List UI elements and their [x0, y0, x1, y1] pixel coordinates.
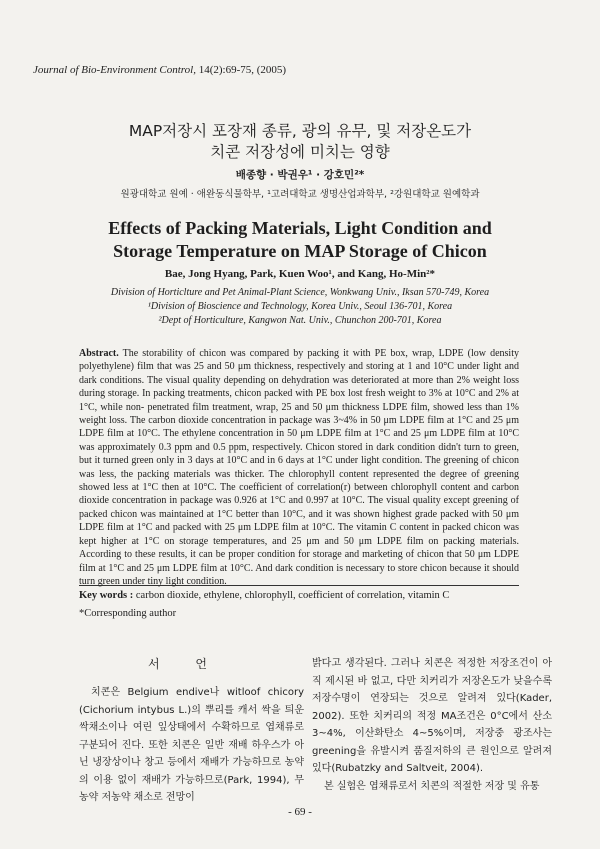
journal-citation: [33, 64, 286, 76]
keywords: [79, 590, 449, 601]
right-column: [312, 655, 552, 795]
korean-title-line-1: MAP저장시 포장재 종류, 광의 유무, 및 저장온도가: [128, 122, 472, 140]
intro-paragraph-left: 치콘은 Belgium endive나 witloof chicory (Cichorium intybus L.)의 뿌리를 캐서 싹을 틔운 싹채소이나 여린 잎상태에서 수확하므로 엽채류로 구분되어 진다. 또한 치콘은 일반 재배 하우스가 아닌 냉장상이나 창고 등에서 재배가 가능하므로 농약의 이용 없이 재배가 가능하므로(Park, 1994), 무농약 저농약 채소로 전망이: [79, 687, 304, 803]
intro-paragraph-right-1: 밝다고 생각된다. 그러나 치콘은 적정한 저장조건이 아직 제시된 바 없고, 다만 치커리가 저장온도가 낮을수록 저장수명이 연장되는 것으로 알려져 있다(Kader, 2002). 또한 치커리의 적정 MA조건은 0°C에서 산소 3~4%, 이산화탄소 4~5%이며, 저장중 광조사는 greening을 유발시켜 품질저하의 큰 원인으로 알려져 있다(Rubatzky and Saltveit, 2004).: [312, 658, 552, 774]
abstract: [79, 347, 519, 588]
english-affiliation-1: Division of Horticlture and Pet Animal-Plant Science, Wonkwang Univ., Iksan 570-749, Korea: [110, 287, 490, 298]
english-affiliation-3: ²Dept of Horticulture, Kangwon Nat. Univ., Chunchon 200-701, Korea: [158, 315, 442, 326]
korean-title-line-2: 치콘 저장성에 미치는 영향: [210, 143, 390, 161]
journal-volume: 14(2):69-75, (2005): [198, 64, 287, 76]
left-column: [79, 684, 304, 807]
english-title-line-2: Storage Temperature on MAP Storage of Chicon: [113, 241, 487, 261]
journal-name: Journal of Bio-Environment Control,: [33, 64, 196, 76]
abstract-text: The storability of chicon was compared by packing it with PE box, wrap, LDPE (low density polyethylene) film that was 25 and 50 μm thickness, respectively and storing at 1 and 10°C under light and dark conditions. The visual quality depending on dehydration was deteriorated at more than 2% weight loss during storage. In packing treatments, chicon packed with PE box lost fresh weight to 3% at 10°C and 2% at 1°C, while non- penetrated film treatment, wrap, 25 and 50 μm thickness LDPE film, showed less than 1% weight loss. The carbon dioxide concentration in package was 3~4% in 50 μm LDPE film at 1°C and 25 μm LDPE film at 10°C. The ethylene concentration in 50 μm LDPE film at 1°C and 25 μm LDPE film at 10°C was approximately 0.3 ppm and 0.5 ppm, respectively. Chicon stored in dark condition didn't turn to green, but it turned green only in 3 days at 10°C and in 6 days at 1°C under light condition. The greening of chicon was less, the packing materials was thicker. The chlorophyll content represented the degree of greening showed less at 1°C then at 10°C. The coefficient of correlation(r) between chlorophyll content and carbon dioxide concentration in package was 0.926 at 1°C and 0.997 at 10°C. The visual quality except greening of packed chicon was maintained at 1°C better than 10°C, and it was shown highest grade packed with 50 μm LDPE film at 1°C and packed with 25 μm LDPE film at 10°C. The vitamin C content in packed chicon was kept higher at 1°C on storage temperatures, and 25 μm and 50 μm LDPE film on packing materials. According to these results, it can be proper condition for storage and marketing of chicon that 50 μm LDPE film at 1°C and 25 μm LDPE film at 10°C. And dark condition is necessary to store chicon because it should turn green under tiny light condition.: [79, 348, 519, 587]
abstract-label: Abstract.: [79, 348, 119, 359]
english-affiliation-2: ¹Division of Bioscience and Technology, Korea Univ., Seoul 136-701, Korea: [147, 301, 453, 312]
korean-affiliations: 원광대학교 원예 · 애완동식물학부, ¹고려대학교 생명산업과학부, ²강원대학교 원예학과: [120, 189, 480, 200]
keywords-text: carbon dioxide, ethylene, chlorophyll, coefficient of correlation, vitamin C: [135, 590, 450, 601]
english-title-line-1: Effects of Packing Materials, Light Condition and: [108, 218, 492, 238]
corresponding-author-note: *Corresponding author: [79, 608, 177, 619]
korean-authors: 배종향 · 박권우¹ · 강호민²*: [235, 169, 365, 181]
intro-paragraph-right-2: 본 실험은 엽채류로서 치콘의 적절한 저장 및 유통: [324, 780, 540, 792]
english-authors: Bae, Jong Hyang, Park, Kuen Woo¹, and Kang, Ho-Min²*: [164, 268, 436, 280]
keywords-label: Key words :: [79, 590, 134, 601]
divider: [79, 585, 519, 586]
section-heading-introduction: 서 언: [148, 657, 223, 671]
page-number: - 69 -: [288, 806, 312, 818]
